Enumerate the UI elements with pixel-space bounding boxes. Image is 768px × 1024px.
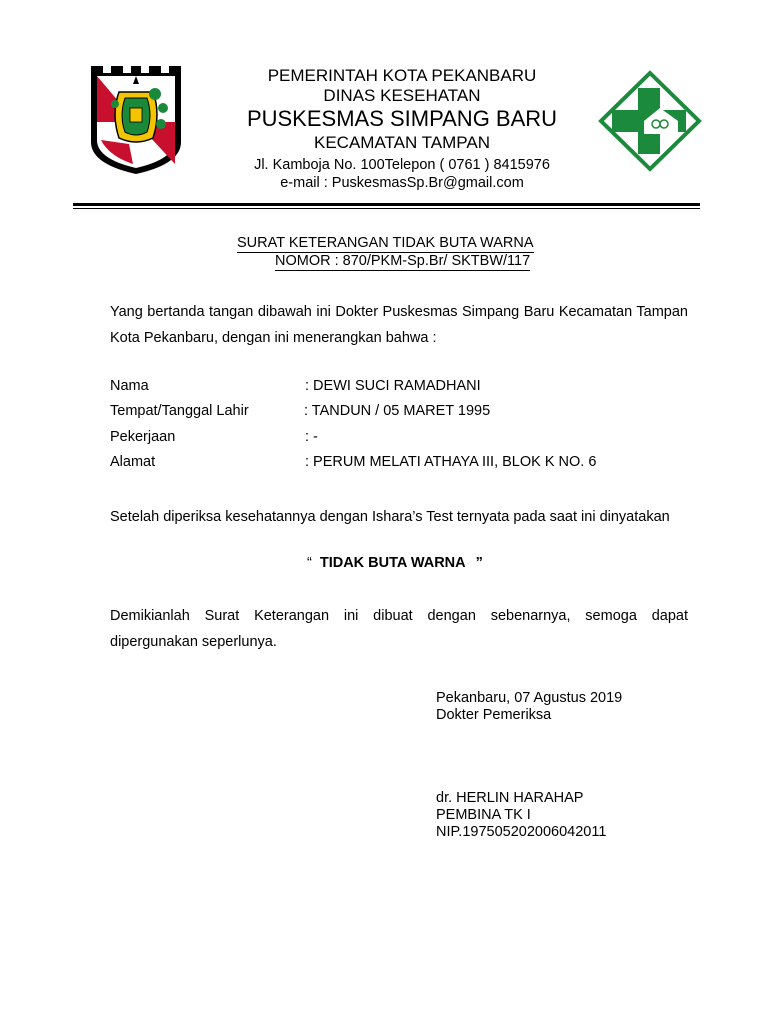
birth-value: : TANDUN / 05 MARET 1995: [304, 403, 491, 419]
closing-paragraph: Demikianlah Surat Keterangan ini dibuat dengan sebenarnya, semoga dapat dipergunakan seperlunya.: [110, 608, 688, 650]
letterhead: [202, 66, 602, 191]
birth-label: Tempat/Tanggal Lahir: [110, 403, 249, 419]
occupation-label: Pekerjaan: [110, 429, 176, 445]
institution-name: PUSKESMAS SIMPANG BARU: [246, 106, 558, 132]
header-divider-thick: [73, 203, 700, 206]
exam-paragraph: Setelah diperiksa kesehatannya dengan Ishara’s Test ternyata pada saat ini dinyatakan: [110, 509, 670, 525]
place-date: Pekanbaru, 07 Agustus 2019: [436, 690, 623, 706]
department-name: DINAS KESEHATAN: [323, 85, 481, 105]
address-line: Jl. Kamboja No. 100Telepon ( 0761 ) 8415976: [254, 156, 550, 173]
letter-title: SURAT KETERANGAN TIDAK BUTA WARNA: [237, 235, 534, 251]
address-value: : PERUM MELATI ATHAYA III, BLOK K NO. 6: [305, 454, 597, 470]
signer-rank: PEMBINA TK I: [436, 807, 531, 823]
occupation-value: : -: [305, 429, 318, 445]
signature-footer: [436, 790, 606, 841]
header-divider-thin: [73, 208, 700, 209]
signer-name: dr. HERLIN HARAHAP: [436, 790, 584, 806]
intro-paragraph: Yang bertanda tangan dibawah ini Dokter Puskesmas Simpang Baru Kecamatan Tampan Kota Pekanbaru, dengan ini menerangkan bahwa :: [110, 304, 688, 346]
address-label: Alamat: [110, 454, 156, 470]
puskesmas-logo-icon: [598, 70, 702, 172]
signer-role: Dokter Pemeriksa: [436, 707, 552, 723]
district-name: KECAMATAN TAMPAN: [313, 133, 490, 153]
email-line: e-mail : PuskesmasSp.Br@gmail.com: [280, 174, 524, 191]
nama-value: : DEWI SUCI RAMADHANI: [305, 378, 481, 394]
city-crest-icon: [89, 64, 183, 176]
result-statement: “ TIDAK BUTA WARNA ”: [307, 555, 483, 571]
letter-number: NOMOR : 870/PKM-Sp.Br/ SKTBW/117: [275, 253, 531, 269]
government-name: PEMERINTAH KOTA PEKANBARU: [267, 66, 537, 85]
signature-header: [436, 690, 622, 724]
result-text: TIDAK BUTA WARNA: [319, 555, 466, 571]
nama-label: Nama: [110, 378, 149, 394]
signer-nip: NIP.197505202006042011: [436, 824, 607, 840]
